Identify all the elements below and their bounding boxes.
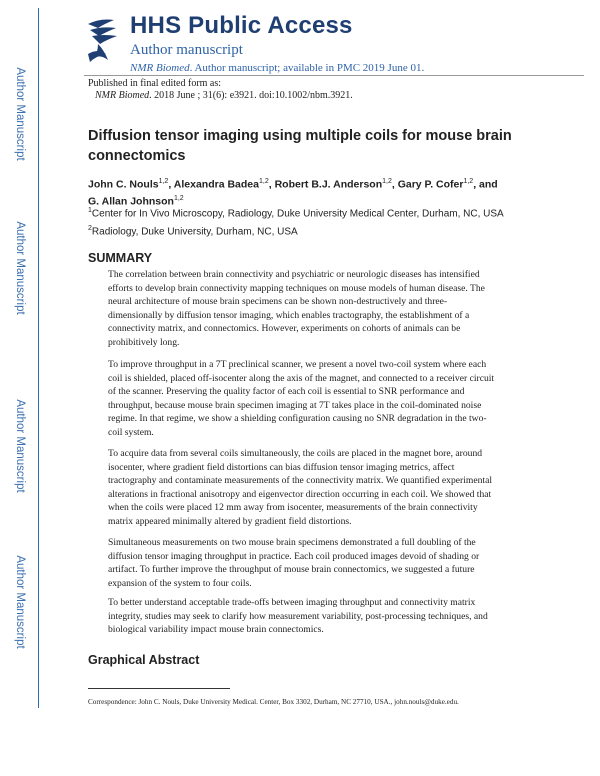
header-divider — [84, 75, 584, 76]
author-separator: , — [391, 178, 398, 191]
summary-paragraph: To acquire data from several coils simultaneously, the coils are placed in the magnet bore, around isocenter, where gradient field distortions can bias diffusion tensor imaging metrics, affect tractography and contaminate measurements of the connectivity matrix. We quantified experimental alterations in fractional anisotropy and eigenvector direction occurring in each coil. We showed that when the coils were placed 12 mm away from isocenter, measurements of the brain connectivity matrix appeared minimally altered by gradient field distortions. — [108, 448, 492, 527]
author-name: Alexandra Badea — [173, 178, 259, 191]
citation-details: . 2018 June ; 31(6): e3921. doi:10.1002/nbm.3921. — [149, 90, 353, 101]
journal-availability-line — [130, 62, 424, 74]
sidebar-label-author-manuscript: Author Manuscript — [14, 67, 26, 161]
affiliation-2 — [88, 225, 528, 237]
graphical-abstract-heading: Graphical Abstract — [88, 653, 200, 667]
left-margin-sidebar — [0, 0, 40, 776]
author-name: Gary P. Cofer — [397, 178, 464, 191]
author-affiliation-mark: 1,2 — [463, 178, 474, 185]
citation-line — [95, 90, 353, 101]
correspondence-footnote: Correspondence: John C. Nouls, Duke University Medical. Center, Box 3302, Durham, NC 27710, USA., john.nouls@duke.edu. — [88, 698, 459, 706]
sidebar-label-author-manuscript: Author Manuscript — [14, 555, 26, 649]
paper-title: Diffusion tensor imaging using multiple coils for mouse brain connectomics — [88, 128, 512, 164]
sidebar-label-author-manuscript: Author Manuscript — [14, 399, 26, 493]
citation-journal: NMR Biomed — [95, 90, 150, 101]
author-separator: , — [268, 178, 275, 191]
author-separator: , and — [473, 178, 498, 191]
author-list — [88, 175, 508, 208]
author-affiliation-mark: 1,2 — [259, 178, 269, 185]
hhs-public-access-title: HHS Public Access — [130, 12, 353, 39]
author-name: G. Allan Johnson — [88, 195, 174, 207]
journal-name: NMR Biomed — [130, 62, 190, 74]
footnote-rule — [88, 688, 230, 689]
affiliation-text: Center for In Vivo Microscopy, Radiology, Duke University Medical Center, Durham, NC, USA — [91, 208, 504, 220]
sidebar-label-author-manuscript: Author Manuscript — [14, 221, 26, 315]
summary-heading: SUMMARY — [88, 251, 153, 265]
summary-paragraph: To better understand acceptable trade-offs between imaging throughput and connectivity matrix integrity, studies may seek to clarify how measurement variability, post-processing techniques, and biological variability impact mouse brain connectomics. — [108, 597, 488, 636]
summary-paragraph: The correlation between brain connectivity and psychiatric or neurologic diseases has intensified efforts to develop brain connectivity mapping techniques on mouse models of human disease. The neural architecture of mouse brain specimens can be shown non-destructively and three-dimensionally by diffusion tensor imaging, which enables tractography, the establishment of a connectivity matrix, and connectomics. However, experiments on cohorts of animals can be prohibitively long. — [108, 269, 485, 348]
affiliation-number: 2 — [88, 225, 92, 232]
author-affiliation-mark: 1,2 — [173, 194, 184, 202]
affiliation-text: Radiology, Duke University, Durham, NC, USA — [91, 226, 298, 238]
author-manuscript-subtitle: Author manuscript — [130, 42, 243, 58]
author-affiliation-mark: 1,2 — [382, 178, 392, 185]
summary-paragraph: Simultaneous measurements on two mouse brain specimens demonstrated a full doubling of the diffusion tensor imaging throughput in practice. Each coil produced images devoid of shading or artifact. To further improve the throughput of mouse brain connectomics, we suggested a future expansion of the system to four coils. — [108, 537, 480, 589]
author-name: Robert B.J. Anderson — [274, 178, 383, 191]
author-separator: , — [168, 178, 174, 191]
summary-paragraph: To improve throughput in a 7T preclinical scanner, we present a novel two-coil system where each coil is shielded, placed off-isocenter along the axis of the magnet, and connected to a receiver circuit of the scanner. Preserving the quality factor of each coil is essential to SNR performance and throughput, because mouse brain specimen imaging at 7T takes place in the coil-dominated noise regime. In that regime, we show a shielding configuration causing no SNR degradation in the two-coil system. — [108, 359, 495, 438]
hhs-header — [84, 12, 584, 72]
author-name: John C. Nouls — [88, 178, 159, 191]
published-in-label: Published in final edited form as: — [88, 78, 222, 89]
sidebar-rule — [38, 8, 39, 708]
affiliation-number: 1 — [88, 207, 92, 214]
author-affiliation-mark: 1,2 — [158, 178, 169, 185]
affiliation-1 — [88, 207, 528, 219]
availability-text: . Author manuscript; available in PMC 2019 June 01. — [189, 62, 425, 74]
hhs-eagle-logo-icon — [84, 14, 120, 68]
